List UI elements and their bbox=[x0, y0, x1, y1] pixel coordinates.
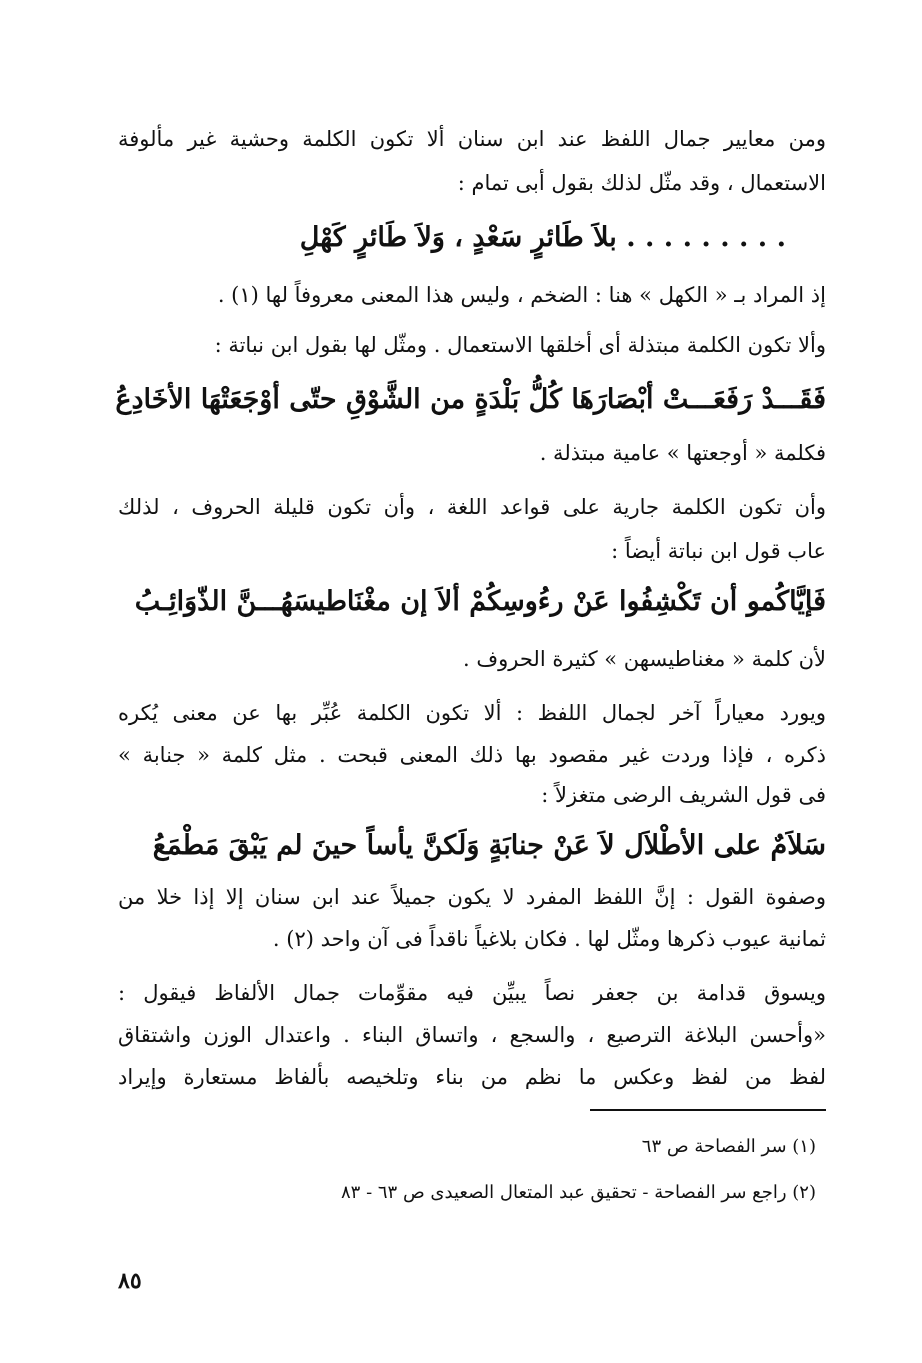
paragraph-line: إذ المراد بـ « الكهل » هنا : الضخم ، وليس هذا المعنى معروفاً لها (١) . bbox=[217, 283, 826, 307]
paragraph-line: ويسوق قدامة بن جعفر نصاً يبيِّن فيه مقوِّمات جمال الألفاظ فيقول : bbox=[118, 981, 826, 1005]
poetry-verse: فَإيَّاكُمو أن تَكْشِفُوا عَنْ رءُوسِكُمْ ألاَ إن مغْنَاطيسَهُـــنَّ الذّوَائِـبُ bbox=[134, 586, 826, 617]
paragraph-line: لفظ من لفظ وعكس ما نظم من بناء وتلخيصه بألفاظ مستعارة وإيراد bbox=[118, 1065, 826, 1089]
poetry-verse: . . . . . . . . . بلاَ طَائرٍ سَعْدٍ ، وَلاَ طَائرٍ كَهْلِ bbox=[299, 222, 786, 253]
page-number: ٨٥ bbox=[118, 1268, 142, 1294]
paragraph-line: الاستعمال ، وقد مثّل لذلك بقول أبى تمام : bbox=[457, 171, 826, 195]
paragraph-line: ومن معايير جمال اللفظ عند ابن سنان ألا تكون الكلمة وحشية غير مألوفة bbox=[118, 127, 826, 151]
paragraph-line: وصفوة القول : إنَّ اللفظ المفرد لا يكون جميلاً عند ابن سنان إلا إذا خلا من bbox=[118, 885, 826, 909]
paragraph-line: فكلمة « أوجعتها » عامية مبتذلة . bbox=[539, 441, 826, 465]
footnote: (١) سر الفصاحة ص ٦٣ bbox=[641, 1136, 816, 1157]
paragraph-line: ذكره ، فإذا وردت غير مقصود بها ذلك المعنى قبحت . مثل كلمة « جنابة » bbox=[118, 743, 826, 767]
footnote-separator bbox=[590, 1109, 826, 1111]
paragraph-line: وأن تكون الكلمة جارية على قواعد اللغة ، وأن تكون قليلة الحروف ، لذلك bbox=[118, 495, 826, 519]
paragraph-line: «وأحسن البلاغة الترصيع ، والسجع ، واتساق البناء . واعتدال الوزن واشتقاق bbox=[118, 1023, 826, 1047]
paragraph-line: فى قول الشريف الرضى متغزلاً : bbox=[541, 783, 826, 807]
paragraph-line: وألا تكون الكلمة مبتذلة أى أخلقها الاستعمال . ومثّل لها بقول ابن نباتة : bbox=[214, 333, 826, 357]
paragraph-line: ويورد معياراً آخر لجمال اللفظ : ألا تكون الكلمة عُبِّر بها عن معنى يُكره bbox=[118, 701, 826, 725]
poetry-verse: سَلاَمٌ على الأطْلاَل لاَ عَنْ جنابَةٍ وَلَكنَّ يأساً حينَ لم يَبْقَ مَطْمَعُ bbox=[152, 830, 826, 861]
poetry-verse: فَقَـــدْ رَفَعَـــتْ أبْصَارَهَا كُلُّ بَلْدَةٍ من الشَّوْقِ حتّى أوْجَعَتْهَا الأخَادِعُ bbox=[115, 384, 826, 415]
paragraph-line: لأن كلمة « مغناطيسهن » كثيرة الحروف . bbox=[463, 647, 826, 671]
paragraph-line: عاب قول ابن نباتة أيضاً : bbox=[611, 539, 826, 563]
footnote: (٢) راجع سر الفصاحة - تحقيق عبد المتعال الصعيدى ص ٦٣ - ٨٣ bbox=[341, 1182, 816, 1203]
paragraph-line: ثمانية عيوب ذكرها ومثّل لها . فكان بلاغياً ناقداً فى آن واحد (٢) . bbox=[272, 927, 826, 951]
